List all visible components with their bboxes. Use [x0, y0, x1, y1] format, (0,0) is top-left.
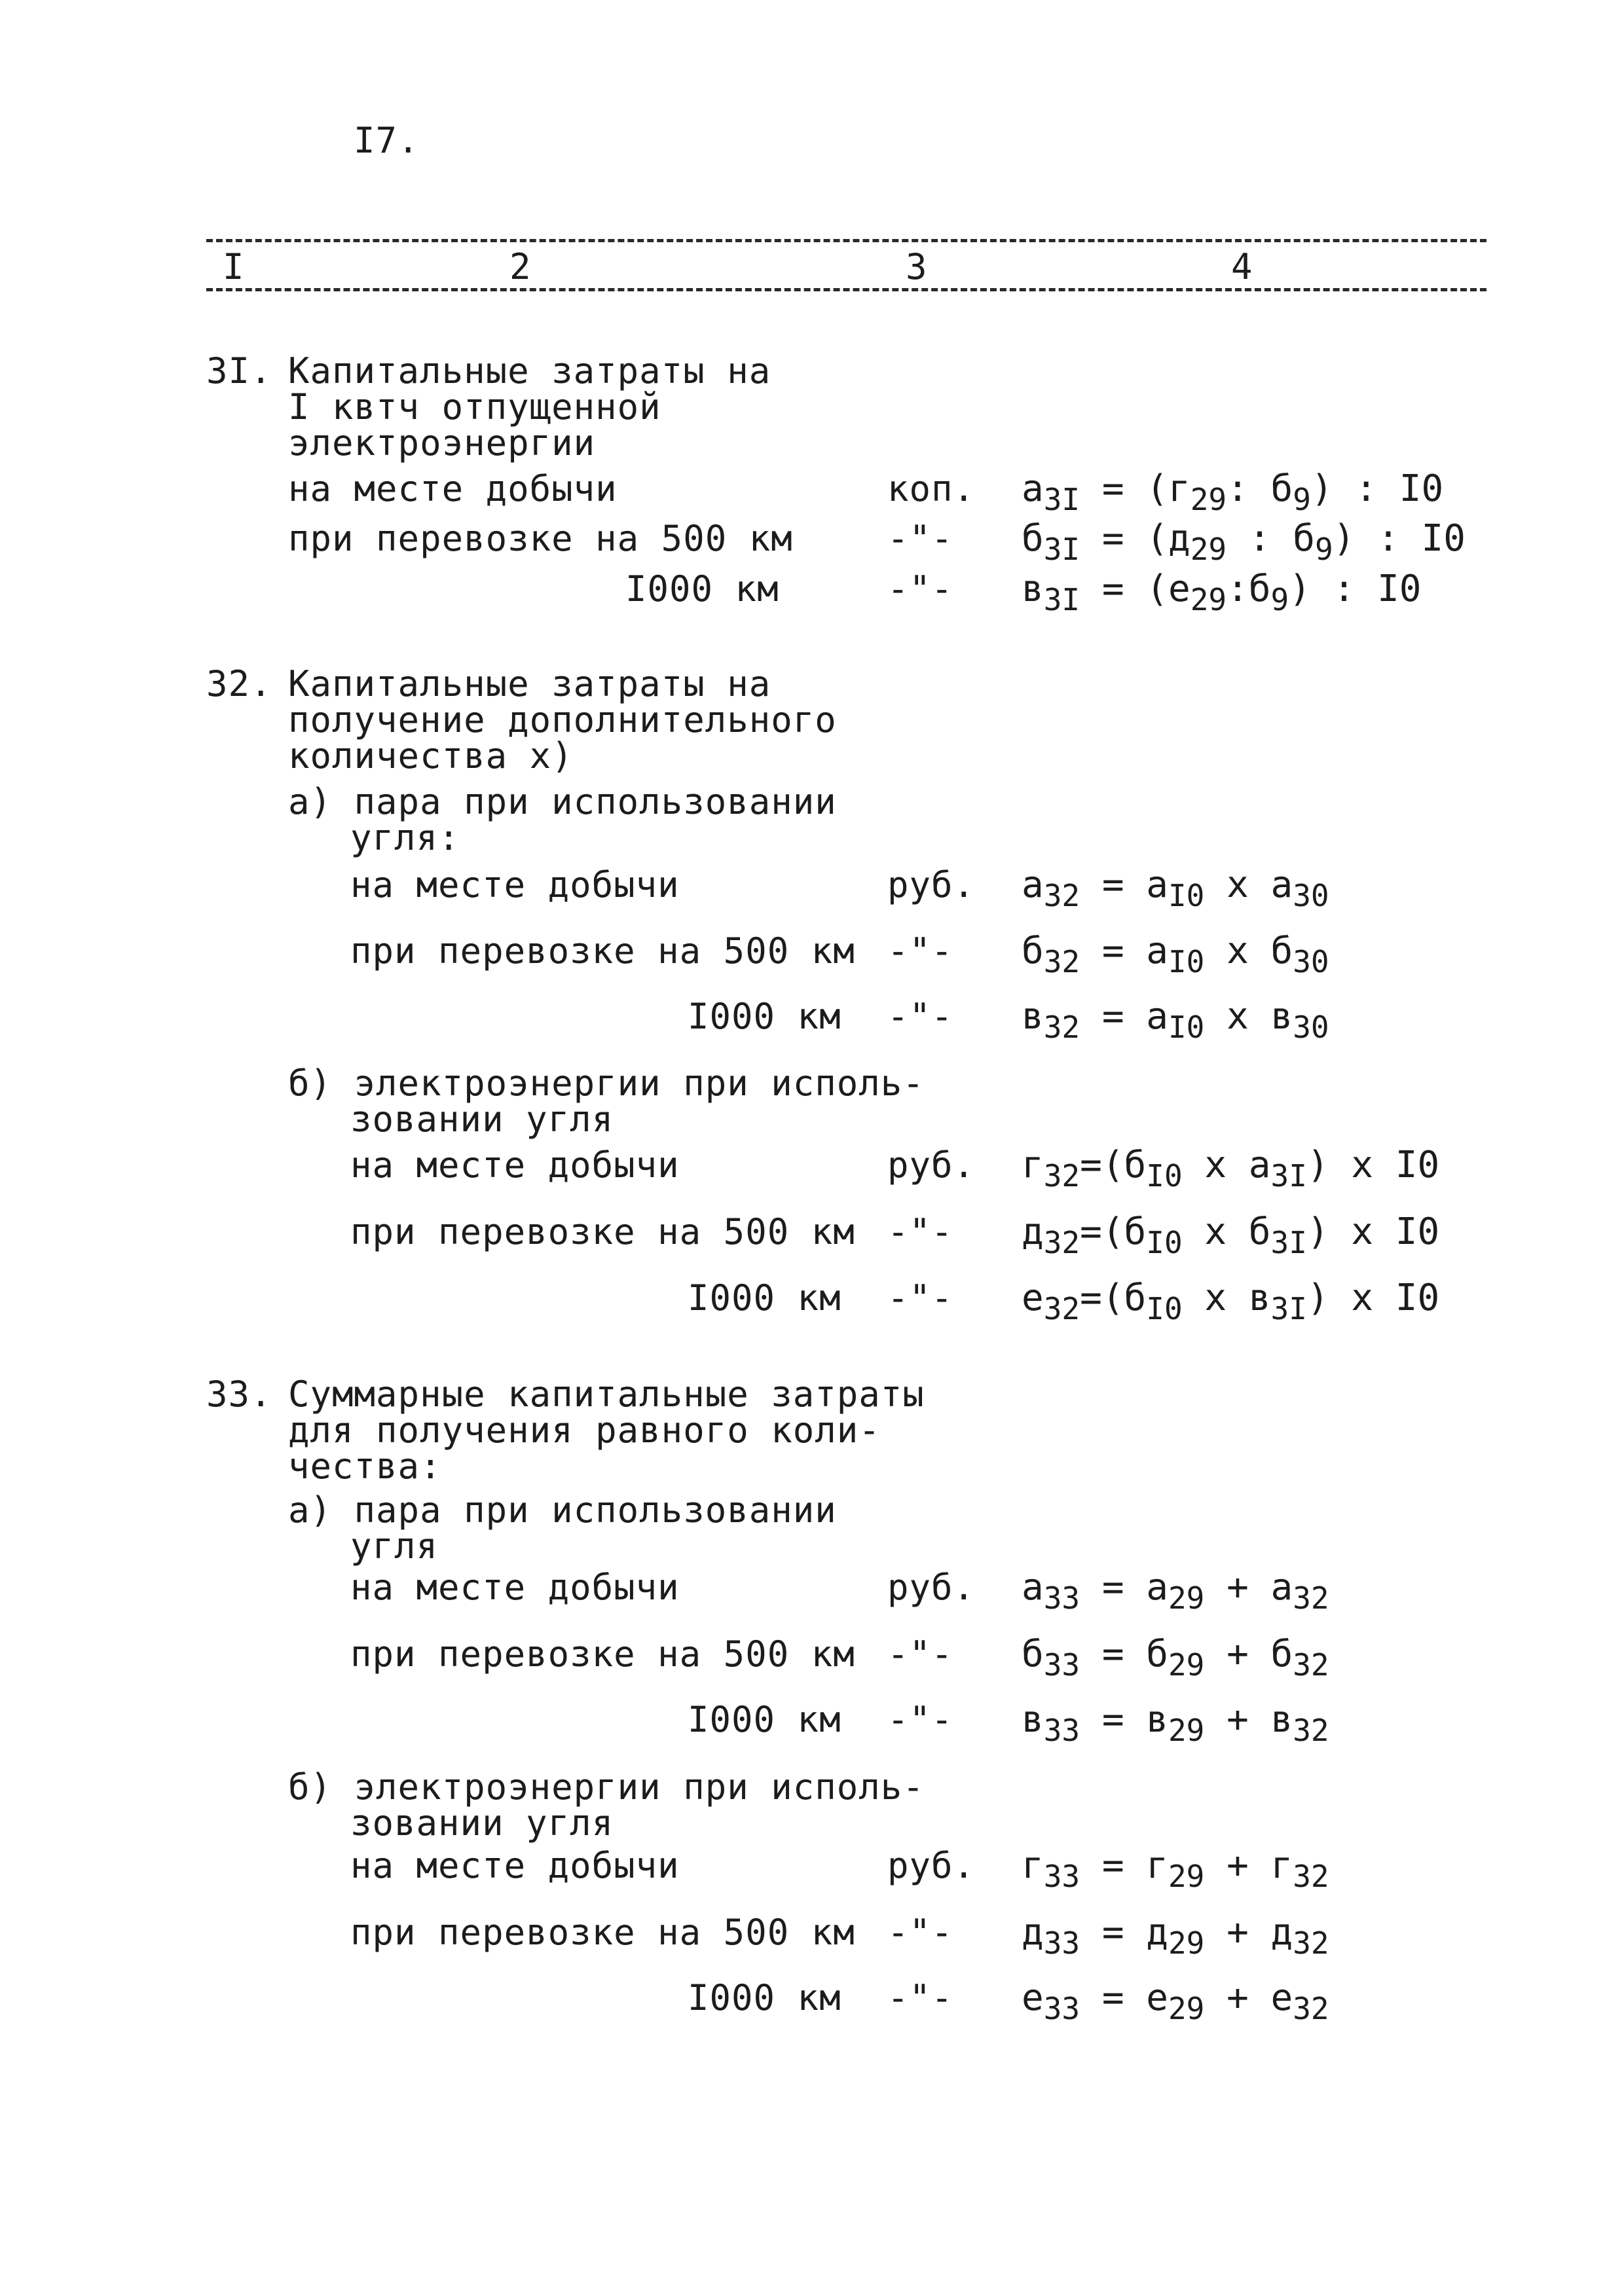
formula-subscript: I0: [1146, 1225, 1183, 1260]
row-unit: -"-: [887, 518, 953, 559]
formula-subscript: 32: [1293, 1859, 1329, 1894]
row-formula: $д_{33} = д_{29} + д_{32}$: [1022, 1911, 1329, 1961]
formula-subscript: 29: [1168, 1925, 1205, 1961]
section-title-line: для получения равного коли-: [288, 1410, 881, 1451]
formula-subscript: 32: [1293, 1580, 1329, 1616]
row-unit: руб.: [887, 864, 976, 905]
header-rule-bottom: [206, 288, 1486, 291]
formula-subscript: I0: [1168, 944, 1205, 979]
formula-subscript: 9: [1270, 582, 1289, 617]
row-label: при перевозке на 500 км: [350, 1211, 855, 1252]
row-formula: $е_{33} = е_{29} + е_{32}$: [1022, 1977, 1329, 2026]
row-unit: -"-: [887, 1211, 953, 1252]
section-title-line: получение дополнительного: [288, 699, 837, 740]
column-header-4: 4: [1231, 246, 1253, 287]
formula-subscript: 33: [1043, 1647, 1080, 1683]
formula-subscript: 29: [1168, 1991, 1205, 2026]
section-title-line: I квтч отпущенной: [288, 386, 661, 428]
formula-subscript: 33: [1043, 1859, 1080, 1894]
row-label: I000 км: [688, 996, 841, 1037]
row-label: при перевозке на 500 км: [288, 518, 793, 559]
formula-subscript: 32: [1043, 1158, 1080, 1194]
row-unit: -"-: [887, 996, 953, 1037]
section-title-line: чества:: [288, 1446, 442, 1487]
formula-subscript: 30: [1293, 1010, 1329, 1045]
subsection-label: б) электроэнергии при исполь-: [288, 1766, 925, 1808]
row-formula: $г_{32}=(б_{I0}$ x $a_{3I}$) x I0: [1022, 1144, 1440, 1194]
formula-subscript: I0: [1168, 878, 1205, 913]
row-formula: $a_{32} = a_{I0}$ x $a_{30}$: [1022, 864, 1329, 913]
row-formula: $в_{3I}$ = $(е_{29}:б_9)$ : I0: [1022, 568, 1422, 617]
subsection-label: угля:: [350, 817, 460, 858]
formula-subscript: 33: [1043, 1991, 1080, 2026]
formula-subscript: 30: [1293, 878, 1329, 913]
row-formula: $в_{33} = в_{29} + в_{32}$: [1022, 1698, 1329, 1748]
formula-subscript: I0: [1146, 1158, 1183, 1194]
formula-subscript: 29: [1168, 1713, 1205, 1748]
section-title-line: Капитальные затраты на: [288, 350, 771, 392]
row-label: I000 км: [688, 1977, 841, 2018]
formula-subscript: 33: [1043, 1925, 1080, 1961]
page-number: I7.: [354, 120, 420, 161]
row-formula: $a_{3I} = (г_{29}$: $б_9$) : I0: [1022, 467, 1444, 517]
row-unit: руб.: [887, 1845, 976, 1886]
row-unit: -"-: [887, 1699, 953, 1740]
formula-subscript: I0: [1168, 1010, 1205, 1045]
section-title-line: Суммарные капитальные затраты: [288, 1374, 925, 1415]
row-formula: $д_{32}=(б_{I0}$ x $б_{3I}$) x I0: [1022, 1211, 1440, 1260]
row-label: I000 км: [625, 568, 779, 610]
row-unit: -"-: [887, 1633, 953, 1675]
row-unit: -"-: [887, 1277, 953, 1319]
formula-subscript: 3I: [1043, 482, 1080, 517]
row-label: на месте добычи: [288, 468, 618, 509]
row-unit: коп.: [887, 468, 976, 509]
section-number: 3I.: [206, 350, 272, 392]
row-label: при перевозке на 500 км: [350, 1912, 855, 1953]
formula-subscript: 29: [1190, 582, 1227, 617]
section-title-line: Капитальные затраты на: [288, 663, 771, 704]
formula-subscript: 30: [1293, 944, 1329, 979]
formula-subscript: 9: [1314, 532, 1333, 567]
section-title-line: количества x): [288, 735, 574, 776]
formula-subscript: 29: [1190, 532, 1227, 567]
row-label: при перевозке на 500 км: [350, 1633, 855, 1675]
row-label: I000 км: [688, 1699, 841, 1740]
row-unit: -"-: [887, 568, 953, 610]
row-label: на месте добычи: [350, 1567, 680, 1608]
subsection-label: угля: [350, 1525, 439, 1567]
formula-subscript: 29: [1168, 1580, 1205, 1616]
row-formula: $a_{33} = a_{29} + a_{32}$: [1022, 1566, 1329, 1616]
row-unit: руб.: [887, 1567, 976, 1608]
subsection-label: зовании угля: [350, 1802, 614, 1844]
formula-subscript: 29: [1168, 1647, 1205, 1683]
row-label: на месте добычи: [350, 1845, 680, 1886]
formula-subscript: 33: [1043, 1580, 1080, 1616]
section-number: 33.: [206, 1374, 272, 1415]
formula-subscript: 3I: [1270, 1225, 1307, 1260]
formula-subscript: 29: [1190, 482, 1227, 517]
row-formula: $б_{33} = б_{29} + б_{32}$: [1022, 1633, 1329, 1683]
formula-subscript: 32: [1043, 878, 1080, 913]
formula-subscript: 32: [1293, 1991, 1329, 2026]
formula-subscript: 32: [1043, 944, 1080, 979]
formula-subscript: I0: [1146, 1291, 1183, 1326]
subsection-label: б) электроэнергии при исполь-: [288, 1063, 925, 1104]
row-unit: руб.: [887, 1144, 976, 1186]
row-formula: $е_{32}=(б_{I0}$ x $в_{3I}$) x I0: [1022, 1277, 1440, 1326]
formula-subscript: 32: [1043, 1291, 1080, 1326]
row-formula: $г_{33} = г_{29} + г_{32}$: [1022, 1844, 1329, 1894]
formula-subscript: 33: [1043, 1713, 1080, 1748]
formula-subscript: 32: [1043, 1010, 1080, 1045]
formula-subscript: 32: [1293, 1713, 1329, 1748]
subsection-label: а) пара при использовании: [288, 1489, 837, 1531]
formula-subscript: 32: [1043, 1225, 1080, 1260]
formula-subscript: 29: [1168, 1859, 1205, 1894]
formula-subscript: 9: [1293, 482, 1311, 517]
column-header-2: 2: [509, 246, 532, 287]
row-label: при перевозке на 500 км: [350, 930, 855, 972]
row-label: на месте добычи: [350, 1144, 680, 1186]
formula-subscript: 3I: [1043, 582, 1080, 617]
formula-subscript: 3I: [1270, 1291, 1307, 1326]
row-label: на месте добычи: [350, 864, 680, 905]
row-formula: $в_{32} = a_{I0}$ x $в_{30}$: [1022, 995, 1329, 1045]
row-label: I000 км: [688, 1277, 841, 1319]
row-unit: -"-: [887, 1912, 953, 1953]
row-unit: -"-: [887, 930, 953, 972]
formula-subscript: 3I: [1270, 1158, 1307, 1194]
row-formula: $б_{32} = a_{I0}$ x $б_{30}$: [1022, 930, 1329, 979]
row-formula: $б_{3I} = (д_{29}$ : $б_9$) : I0: [1022, 517, 1466, 567]
subsection-label: а) пара при использовании: [288, 781, 837, 822]
column-header-1: I: [223, 246, 245, 287]
section-number: 32.: [206, 663, 272, 704]
subsection-label: зовании угля: [350, 1099, 614, 1140]
section-title-line: электроэнергии: [288, 422, 596, 464]
header-rule-top: [206, 239, 1486, 242]
column-header-3: 3: [906, 246, 928, 287]
formula-subscript: 3I: [1043, 532, 1080, 567]
formula-subscript: 32: [1293, 1647, 1329, 1683]
formula-subscript: 32: [1293, 1925, 1329, 1961]
row-unit: -"-: [887, 1977, 953, 2018]
